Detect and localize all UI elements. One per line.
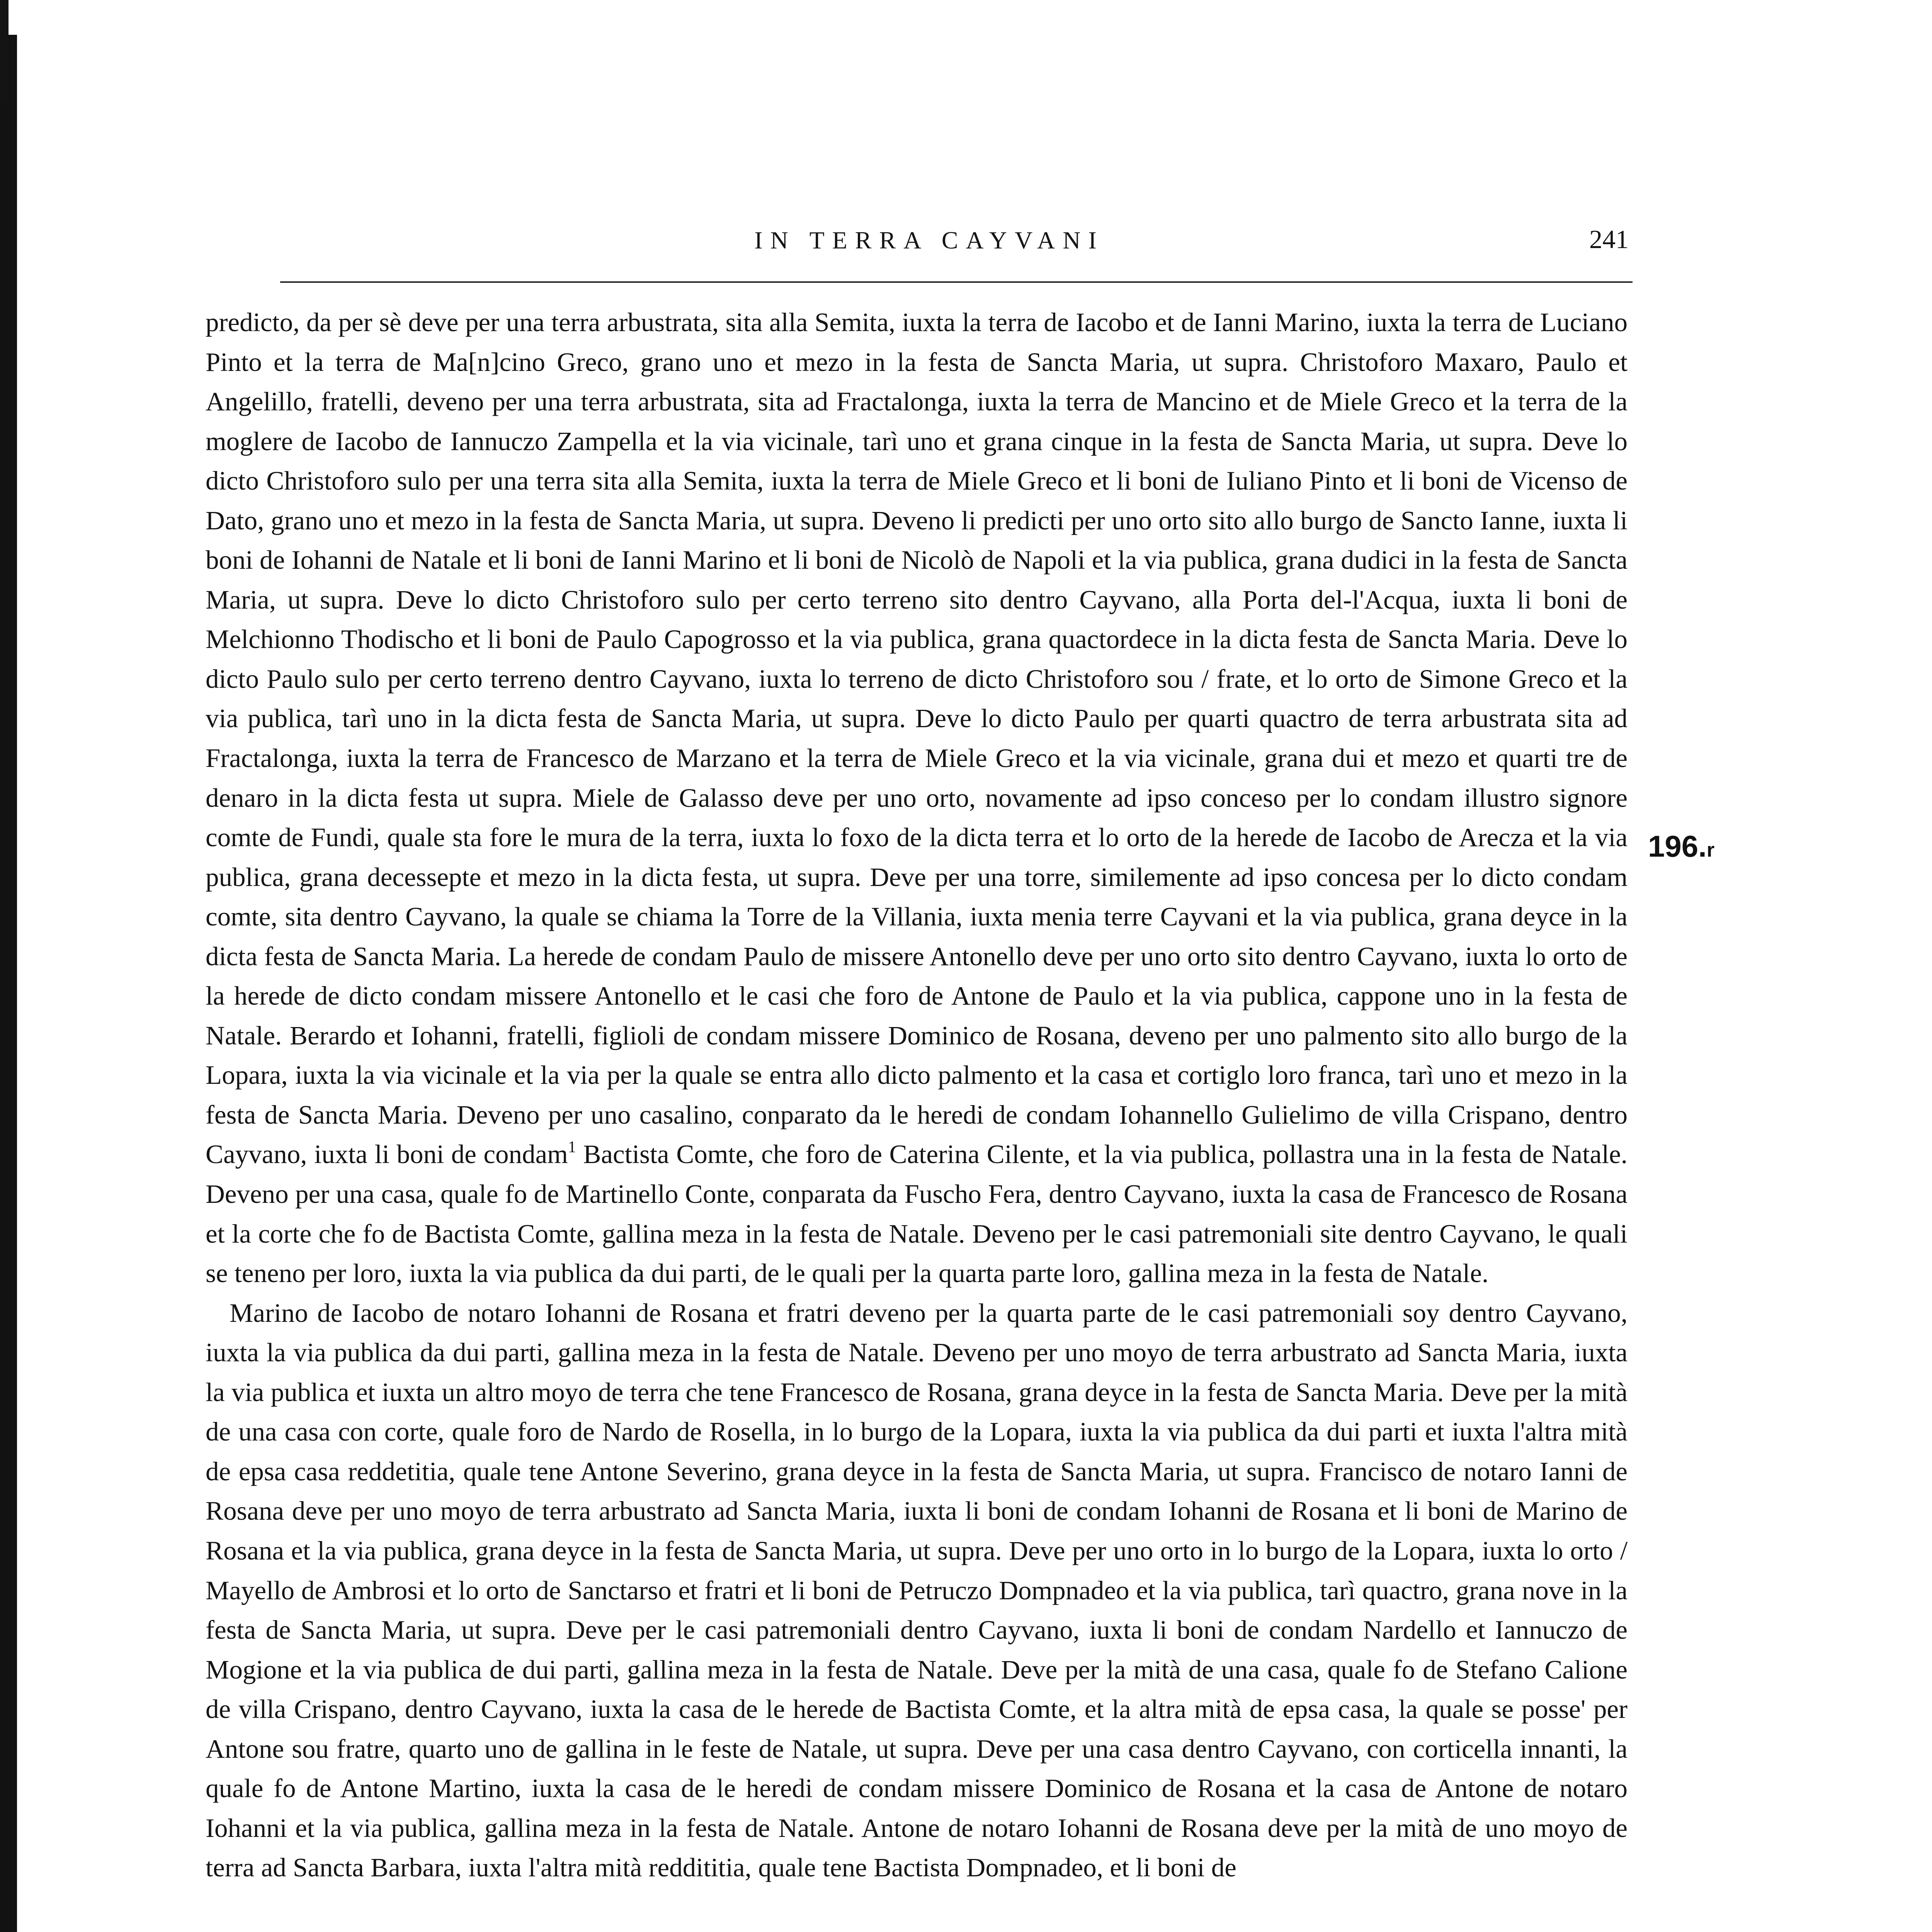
page-number: 241 bbox=[1589, 224, 1629, 254]
main-text bbox=[206, 303, 1628, 1888]
folio-number: 196. bbox=[1648, 829, 1707, 863]
header-rule bbox=[280, 281, 1633, 283]
paragraph-1-continuation: Bactista Comte, che foro de Caterina Cilente, et la via publica, pollastra una in la festa de Natale. Deveno per una casa, quale fo de Martinello Conte, conparata da Fuscho Fera, dentro Cayvano, iuxta la casa de Francesco de Rosana et la corte che fo de Bactista Comte, gallina meza in la festa de Natale. Deveno per le casi patremoniali site dentro Cayvano, le quali se teneno per loro, iuxta la via publica da dui parti, de le quali per la quarta parte loro, gallina meza in la festa de Natale. bbox=[206, 1139, 1628, 1288]
running-title: IN TERRA CAYVANI bbox=[754, 226, 1104, 254]
paragraph-1 bbox=[206, 303, 1628, 1293]
running-head bbox=[280, 218, 1633, 265]
folio-side: r bbox=[1706, 839, 1715, 861]
footnote-reference: 1 bbox=[568, 1138, 576, 1156]
paragraph-1-text: predicto, da per sè deve per una terra arbustrata, sita alla Semita, iuxta la terra de Iacobo et de Ianni Marino, iuxta la terra de Luciano Pinto et la terra de Ma[n]cino Greco, grano uno et mezo in la festa de Sancta Maria, ut supra. Christoforo Maxaro, Paulo et Angelillo, fratelli, deveno per una terra arbustrata, sita ad Fractalonga, iuxta la terra de Mancino et de Miele Greco et la terra de la moglere de Iacobo de Iannuczo Zampella et la via vicinale, tarì uno et grana cinque in la festa de Sancta Maria, ut supra. Deve lo dicto Christoforo sulo per una terra sita alla Semita, iuxta la terra de Miele Greco et li boni de Iuliano Pinto et li boni de Vicenso de Dato, grano uno et mezo in la festa de Sancta Maria, ut supra. Deveno li predicti per uno orto sito allo burgo de Sancto Ianne, iuxta li boni de Iohanni de Natale et li boni de Ianni Marino et li boni de Nicolò de Napoli et la via publica, grana dudici in la festa de Sancta Maria, ut supra. Deve lo dicto Christoforo sulo per certo terreno sito dentro Cayvano, alla Porta del-l'Acqua, iuxta li boni de Melchionno Thodischo et li boni de Paulo Capogrosso et la via publica, grana quactordece in la dicta festa de Sancta Maria. Deve lo dicto Paulo sulo per certo terreno dentro Cayvano, iuxta lo terreno de dicto Christoforo sou / frate, et lo orto de Simone Greco et la via publica, tarì uno in la dicta festa de Sancta Maria, ut supra. Deve lo dicto Paulo per quarti quactro de terra arbustrata sita ad Fractalonga, iuxta la terra de Francesco de Marzano et la terra de Miele Greco et la via vicinale, grana dui et mezo et quarti tre de denaro in la dicta festa ut supra. Miele de Galasso deve per uno orto, novamente ad ipso conceso per lo condam illustro signore comte de Fundi, quale sta fore le mura de la terra, iuxta lo foxo de la dicta terra et lo orto de la herede de Iacobo de Arecza et la via publica, grana decessepte et mezo in la dicta festa, ut supra. Deve per una torre, similemente ad ipso concesa per lo dicto condam comte, sita dentro Cayvano, la quale se chiama la Torre de la Villania, iuxta menia terre Cayvani et la via publica, grana deyce in la dicta festa de Sancta Maria. La herede de condam Paulo de missere Antonello deve per uno orto sito dentro Cayvano, iuxta lo orto de la herede de dicto condam missere Antonello et le casi che foro de Antone de Paulo et la via publica, cappone uno in la festa de Natale. Berardo et Iohanni, fratelli, figlioli de condam missere Dominico de Rosana, deveno per uno palmento sito allo burgo de la Lopara, iuxta la via vicinale et la via per la quale se entra allo dicto palmento et la casa et cortiglo loro franca, tarì uno et mezo in la festa de Sancta Maria. Deveno per uno casalino, conparato da le heredi de condam Iohannello Gulielimo de villa Crispano, dentro Cayvano, iuxta li boni de condam bbox=[206, 308, 1628, 1169]
binding-edge bbox=[0, 35, 17, 1932]
binding-notch bbox=[0, 0, 9, 100]
folio-mark-recto bbox=[1648, 829, 1714, 867]
paragraph-2: Marino de Iacobo de notaro Iohanni de Rosana et fratri deveno per la quarta parte de le casi patremoniali soy dentro Cayvano, iuxta la via publica da dui parti, gallina meza in la festa de Natale. Deveno per uno moyo de terra arbustrato ad Sancta Maria, iuxta la via publica et iuxta un altro moyo de terra che tene Francesco de Rosana, grana deyce in la festa de Sancta Maria. Deve per la mità de una casa con corte, quale foro de Nardo de Rosella, in lo burgo de la Lopara, iuxta la via publica da dui parti et iuxta l'altra mità de epsa casa reddetitia, quale tene Antone Severino, grana deyce in la festa de Sancta Maria, ut supra. Francisco de notaro Ianni de Rosana deve per uno moyo de terra arbustrato ad Sancta Maria, iuxta li boni de condam Iohanni de Rosana et li boni de Marino de Rosana et la via publica, grana deyce in la festa de Sancta Maria, ut supra. Deve per uno orto in lo burgo de la Lopara, iuxta lo orto / Mayello de Ambrosi et lo orto de Sanctarso et fratri et li boni de Petruczo Dompnadeo et la via publica, tarì quactro, grana nove in la festa de Sancta Maria, ut supra. Deve per le casi patremoniali dentro Cayvano, iuxta li boni de condam Nardello et Iannuczo de Mogione et la via publica de dui parti, gallina meza in la festa de Natale. Deve per la mità de una casa, quale fo de Stefano Calione de villa Crispano, dentro Cayvano, iuxta la casa de le herede de Bactista Comte, et la altra mità de epsa casa, la quale se posse' per Antone sou fratre, quarto uno de gallina in le feste de Natale, ut supra. Deve per una casa dentro Cayvano, con corticella innanti, la quale fo de Antone Martino, iuxta la casa de le heredi de condam missere Dominico de Rosana et la casa de Antone de notaro Iohanni et la via publica, gallina meza in la festa de Natale. Antone de notaro Iohanni de Rosana deve per la mità de uno moyo de terra ad Sancta Barbara, iuxta l'altra mità reddititia, quale tene Bactista Dompnadeo, et li boni de bbox=[206, 1298, 1628, 1883]
